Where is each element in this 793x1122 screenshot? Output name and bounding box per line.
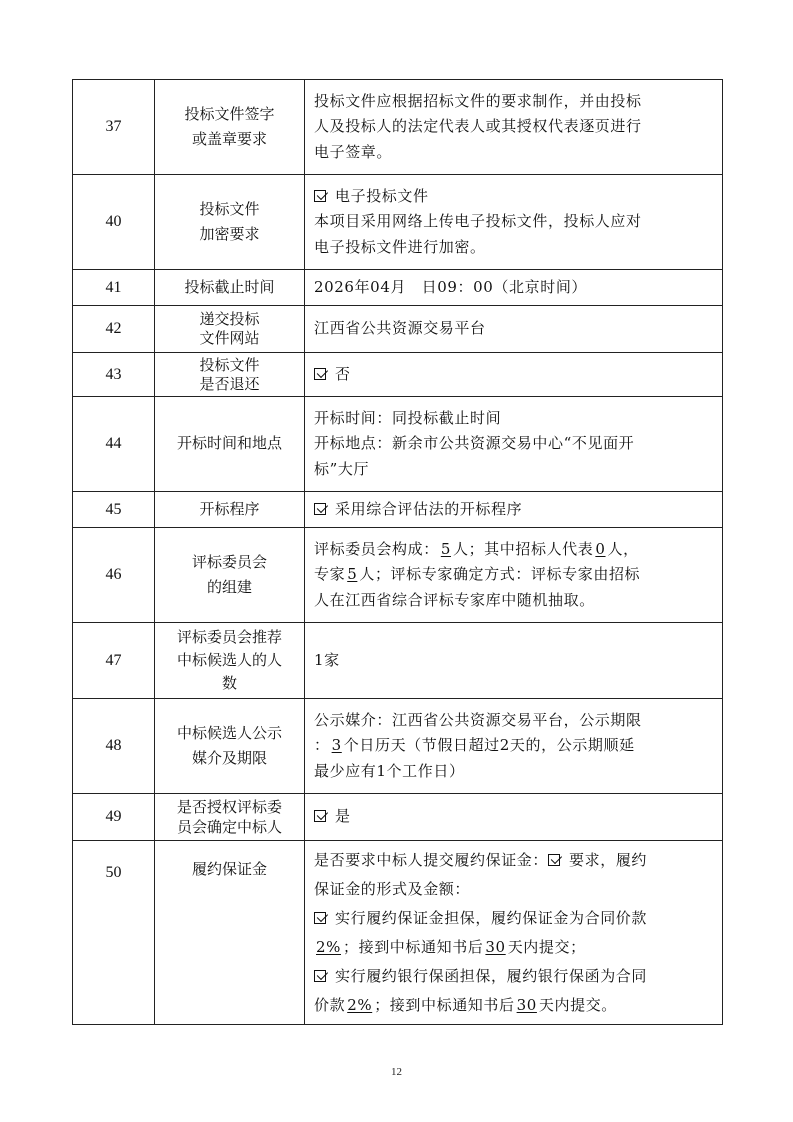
row-item-name: 投标截止时间 [155,270,305,306]
row-item-name: 开标时间和地点 [155,397,305,492]
content-line: 人及投标人的法定代表人或其授权代表逐页进行 [314,117,642,136]
text: 人；其中招标人代表 [452,539,594,558]
content-line [314,804,714,830]
table-row [73,699,723,794]
row-content [305,80,723,175]
row-content [305,353,723,397]
row-item-name [155,699,305,794]
row-number: 45 [73,492,155,528]
row-number: 50 [73,841,155,1025]
submit-days-value: 30 [485,937,506,956]
checkbox-label: 电子投标文件 [335,186,429,205]
checked-checkbox-icon [314,503,326,515]
row-content [305,270,723,306]
row-number: 47 [73,623,155,699]
committee-size-value: 5 [440,539,451,558]
content-line: 本项目采用网络上传电子投标文件，投标人应对 [314,212,642,231]
checked-checkbox-icon [314,810,326,822]
checked-checkbox-icon [314,368,326,380]
item-name-line: 数 [221,674,237,692]
content-line: 公示媒介：江西省公共资源交易平台，公示期限 [314,710,642,729]
text: ： [314,736,330,755]
table-row [73,397,723,492]
content-line: 最少应有1个工作日） [314,761,465,780]
row-item-name [155,623,305,699]
content-line [314,904,714,933]
content-line [314,933,714,962]
content-line [314,184,714,210]
content-line: 开标地点：新余市公共资源交易中心“不见面开 [314,434,635,453]
content-line [314,846,714,875]
tenderer-rep-value: 0 [595,539,606,558]
item-name-line: 中标候选人的人 [176,651,282,669]
row-item-name [155,80,305,175]
table-row [73,306,723,353]
row-number: 43 [73,353,155,397]
text: 人；评标专家确定方式：评标专家由招标 [359,565,641,584]
table-row [73,492,723,528]
row-number: 49 [73,794,155,841]
bank-guarantee-rate-value: 2% [347,995,373,1014]
guarantee-rate-value: 2% [316,937,341,956]
content-line: 人在江西省综合评标专家库中随机抽取。 [314,590,595,609]
publicity-days-value: 3 [331,736,342,755]
content-line: 保证金的形式及金额： [314,879,471,898]
row-item-name: 履约保证金 [155,841,305,1025]
bank-submit-days-value: 30 [516,995,537,1014]
bid-info-table [72,79,723,1025]
checked-checkbox-icon [314,970,326,982]
content-line [314,733,714,759]
content-line: 投标文件应根据招标文件的要求制作，并由投标 [314,91,642,110]
table-row [73,353,723,397]
item-name-line: 媒介及期限 [191,749,267,767]
text: 要求，履约 [569,850,648,869]
row-number: 44 [73,397,155,492]
item-name-line: 投标文件签字 [184,104,275,123]
text: ；接到中标通知书后 [343,937,484,956]
item-name-line: 或盖章要求 [191,130,267,148]
table-row [73,623,723,699]
row-content [305,306,723,353]
row-content [305,175,723,270]
row-content [305,699,723,794]
text: 是否要求中标人提交履约保证金： [314,850,549,869]
row-number: 41 [73,270,155,306]
text: 天内提交； [507,937,586,956]
item-name-line: 的组建 [206,578,252,596]
row-item-name [155,794,305,841]
text: 实行履约保证金担保，履约保证金为合同价款 [335,908,648,927]
page-number: 12 [391,1066,402,1078]
content-line: 开标时间：同投标截止时间 [314,408,502,427]
content-line [314,562,714,588]
table-row [73,80,723,175]
text: 人， [607,539,639,558]
item-name-line: 投标文件 [199,355,260,374]
row-content [305,397,723,492]
content-line [314,537,714,563]
content-line [314,991,714,1020]
checkbox-label: 否 [335,364,351,383]
row-item-name [155,175,305,270]
row-number: 46 [73,528,155,623]
item-name-line: 是否授权评标委 [176,798,282,816]
row-item-name: 开标程序 [155,492,305,528]
content-line: 2026年04月 日09：00（北京时间） [314,277,588,296]
checked-checkbox-icon [314,912,326,924]
row-content [305,623,723,699]
row-item-name [155,353,305,397]
item-name-line: 评标委员会 [191,552,267,571]
row-item-name [155,528,305,623]
checkbox-label: 是 [335,807,351,826]
item-name-line: 中标候选人公示 [176,723,282,742]
table-row [73,528,723,623]
content-line: 电子投标文件进行加密。 [314,237,486,256]
table-row [73,270,723,306]
row-number: 42 [73,306,155,353]
text: 个日历天（节假日超过2天的，公示期顺延 [343,736,635,755]
text: 天内提交。 [538,995,617,1014]
content-line: 电子签章。 [314,142,393,161]
row-content [305,492,723,528]
row-number: 37 [73,80,155,175]
text: 实行履约银行保函担保，履约银行保函为合同 [335,966,648,985]
row-number: 48 [73,699,155,794]
checkbox-label: 采用综合评估法的开标程序 [335,499,523,518]
row-item-name [155,306,305,353]
content-line: 标”大厅 [314,459,370,478]
table-row [73,794,723,841]
text: 专家 [314,565,346,584]
expert-count-value: 5 [347,565,358,584]
table-row [73,175,723,270]
item-name-line: 评标委员会推荐 [176,628,282,646]
item-name-line: 是否退还 [199,374,260,393]
row-number: 40 [73,175,155,270]
text: ；接到中标通知书后 [374,995,515,1014]
item-name-line: 文件网站 [199,329,260,347]
row-content [305,794,723,841]
item-name-line: 员会确定中标人 [176,818,282,836]
content-line: 江西省公共资源交易平台 [314,319,486,338]
text: 价款 [314,995,346,1014]
item-name-line: 投标文件 [199,199,260,218]
content-line: 1家 [314,650,340,669]
content-line [314,497,714,523]
checked-checkbox-icon [548,854,560,866]
row-content [305,528,723,623]
text: 评标委员会构成： [314,539,439,558]
table-row [73,841,723,1025]
content-line [314,962,714,991]
item-name-line: 加密要求 [199,225,260,243]
checked-checkbox-icon [314,190,326,202]
content-line [314,362,714,388]
item-name-line: 递交投标 [199,310,260,328]
row-content [305,841,723,1025]
